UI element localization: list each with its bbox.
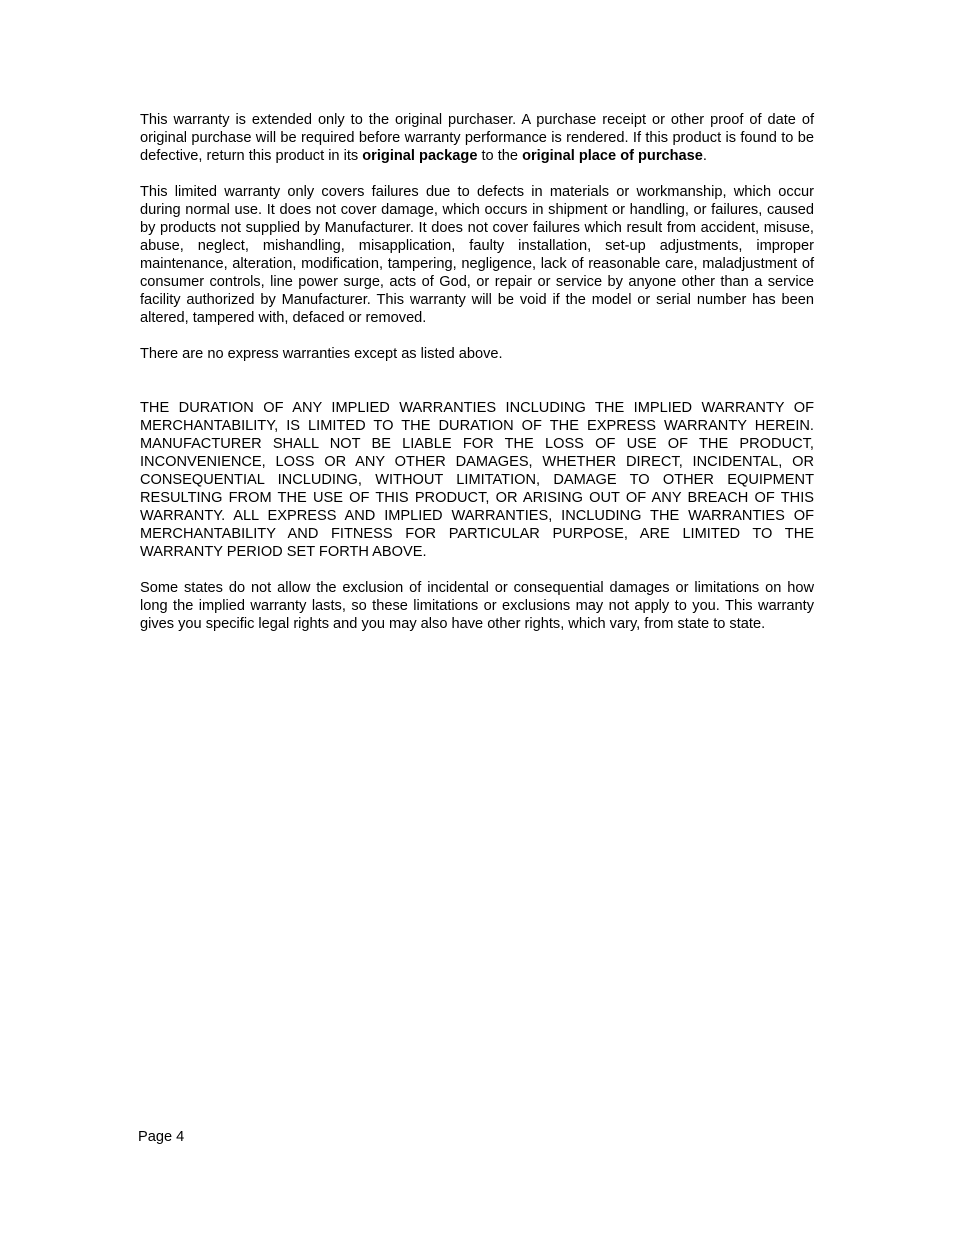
implied-warranties-disclaimer-paragraph: THE DURATION OF ANY IMPLIED WARRANTIES INCLUDING THE IMPLIED WARRANTY OF MERCHANTABILITY, IS LIMITED TO THE DURATION OF THE EXPRESS WARRANTY HEREIN. MANUFACTURER SHALL NOT BE LIABLE FOR THE LOSS OF USE OF THE PRODUCT, INCONVENIENCE, LOSS OR ANY OTHER DAMAGES, WHETHER DIRECT, INCIDENTAL, OR CONSEQUENTIAL INCLUDING, WITHOUT LIMITATION, DAMAGE TO OTHER EQUIPMENT RESULTING FROM THE USE OF THIS PRODUCT, OR ARISING OUT OF ANY BREACH OF THIS WARRANTY. ALL EXPRESS AND IMPLIED WARRANTIES, INCLUDING THE WARRANTIES OF MERCHANTABILITY AND FITNESS FOR PARTICULAR PURPOSE, ARE LIMITED TO THE WARRANTY PERIOD SET FORTH ABOVE. (140, 400, 814, 560)
limited-warranty-coverage-paragraph: This limited warranty only covers failures due to defects in materials or workmanship, which occur during normal use. It does not cover damage, which occurs in shipment or handling, or failures, caused by products not supplied by Manufacturer. It does not cover failures which result from accident, misuse, abuse, neglect, mishandling, misapplication, faulty installation, set-up adjustments, improper maintenance, alteration, modification, tampering, negligence, lack of reasonable care, maladjustment of consumer controls, line power surge, acts of God, or repair or service by anyone other than a service facility authorized by Manufacturer. This warranty will be void if the model or serial number has been altered, tampered with, defaced or removed. (140, 184, 814, 326)
warranty-purchaser-paragraph (140, 111, 814, 165)
page-number: Page 4 (138, 1129, 185, 1145)
original-place-bold: original place of purchase (522, 148, 703, 164)
original-package-bold: original package (362, 148, 478, 164)
purchaser-text-c: . (702, 148, 707, 164)
no-express-warranties-paragraph: There are no express warranties except as listed above. (140, 346, 503, 362)
state-rights-paragraph: Some states do not allow the exclusion of incidental or consequential damages or limitations on how long the implied warranty lasts, so these limitations or exclusions may not apply to you. This warranty gives you specific legal rights and you may also have other rights, which vary, from state to state. (140, 580, 814, 632)
purchaser-text-b: to the (477, 148, 523, 164)
purchaser-text-a: This warranty is extended only to the original purchaser. A purchase receipt or other proof of date of original purchase will be required before warranty performance is rendered. If this product is found to be defective, return this product in its (140, 112, 814, 164)
page-body (140, 111, 814, 633)
